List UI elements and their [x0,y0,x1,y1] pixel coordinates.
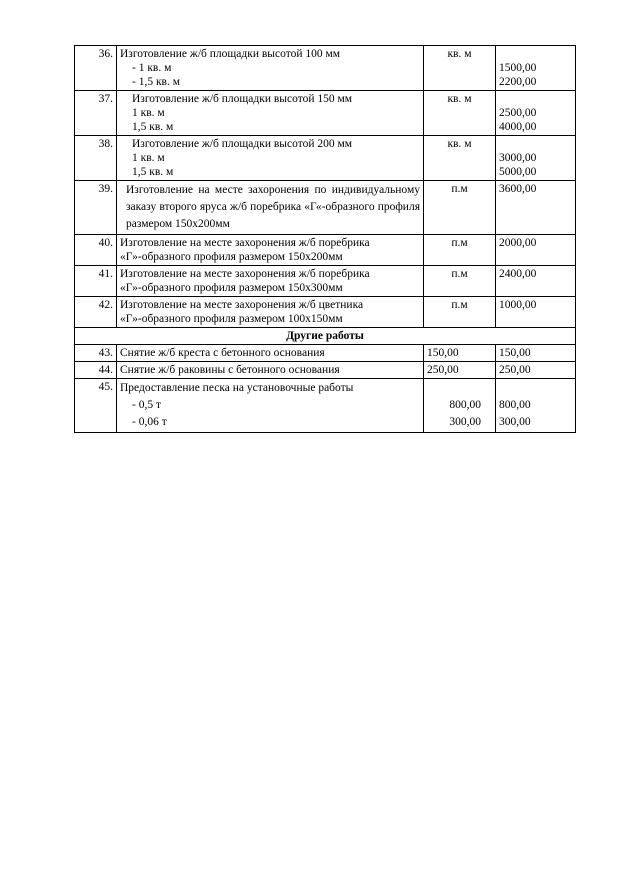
row-number: 42. [75,297,117,328]
row-price: 250,00 [496,362,576,379]
price-value: 4000,00 [499,121,537,133]
table-row [75,46,576,91]
price-value: 3000,00 [499,152,537,164]
row-price [496,91,576,136]
price-value: 2200,00 [499,76,537,88]
item-title: Изготовление на месте захоронения по индивидуальному заказу второго яруса ж/б поребрика «Г«-образного профиля размером 150х200мм [126,184,420,230]
price-value: 1500,00 [499,62,537,74]
table-row [75,379,576,433]
table-row [75,362,576,379]
section-row [75,328,576,345]
row-unit: кв. м [424,91,496,136]
item-title: Изготовление на месте захоронения ж/б поребрика [120,268,370,280]
section-title: Другие работы [75,328,576,345]
item-title: Предоставление песка на установочные работы [120,382,354,394]
row-price: 1000,00 [496,297,576,328]
table-row [75,181,576,235]
row-unit: кв. м [424,136,496,181]
row-description [117,46,424,91]
row-number: 45. [75,379,117,433]
row-price [496,379,576,433]
row-unit: кв. м [424,46,496,91]
row-unit: п.м [424,297,496,328]
item-title-cont: «Г»-образного профиля размером 150х200мм [120,251,343,263]
item-subline: - 1,5 кв. м [132,76,180,88]
table-row [75,136,576,181]
item-subline: - 0,06 т [132,416,167,428]
item-subline: 1,5 кв. м [132,121,174,133]
row-price [496,46,576,91]
row-description [117,91,424,136]
price-value: 300,00 [499,416,531,428]
row-number: 43. [75,345,117,362]
row-unit: п.м [424,266,496,297]
item-subline: 1,5 кв. м [132,166,174,178]
row-unit: 150,00 [424,345,496,362]
row-unit: п.м [424,181,496,235]
row-unit: 250,00 [424,362,496,379]
row-price: 150,00 [496,345,576,362]
row-description: Снятие ж/б раковины с бетонного основания [117,362,424,379]
row-description: Снятие ж/б креста с бетонного основания [117,345,424,362]
row-description [117,297,424,328]
price-value: 5000,00 [499,166,537,178]
table-row [75,297,576,328]
quantity-price: 800,00 [449,399,481,411]
row-unit: п.м [424,235,496,266]
row-number: 39. [75,181,117,235]
row-number: 36. [75,46,117,91]
table-row [75,266,576,297]
item-subline: - 0,5 т [132,399,161,411]
price-value: 2500,00 [499,107,537,119]
row-number: 44. [75,362,117,379]
row-unit [424,379,496,433]
row-description [117,136,424,181]
row-number: 37. [75,91,117,136]
item-subline: 1 кв. м [132,152,165,164]
item-subline: 1 кв. м [132,107,165,119]
table-row [75,235,576,266]
price-table [74,45,576,433]
row-price: 3600,00 [496,181,576,235]
item-title: Изготовление ж/б площадки высотой 100 мм [120,48,341,60]
row-number: 38. [75,136,117,181]
item-title: Изготовление на месте захоронения ж/б поребрика [120,237,370,249]
table-row [75,91,576,136]
row-description [117,235,424,266]
table-row [75,345,576,362]
row-number: 40. [75,235,117,266]
item-title: Изготовление ж/б площадки высотой 150 мм [132,93,353,105]
row-price: 2400,00 [496,266,576,297]
item-subline: - 1 кв. м [132,62,172,74]
row-description [117,181,424,235]
row-number: 41. [75,266,117,297]
row-description [117,379,424,433]
item-title-cont: «Г»-образного профиля размером 150х300мм [120,282,343,294]
row-price: 2000,00 [496,235,576,266]
row-price [496,136,576,181]
item-title: Изготовление на месте захоронения ж/б цветника [120,299,364,311]
item-title-cont: «Г»-образного профиля размером 100х150мм [120,313,343,325]
quantity-price: 300,00 [449,416,481,428]
row-description [117,266,424,297]
item-title: Изготовление ж/б площадки высотой 200 мм [132,138,353,150]
price-value: 800,00 [499,399,531,411]
